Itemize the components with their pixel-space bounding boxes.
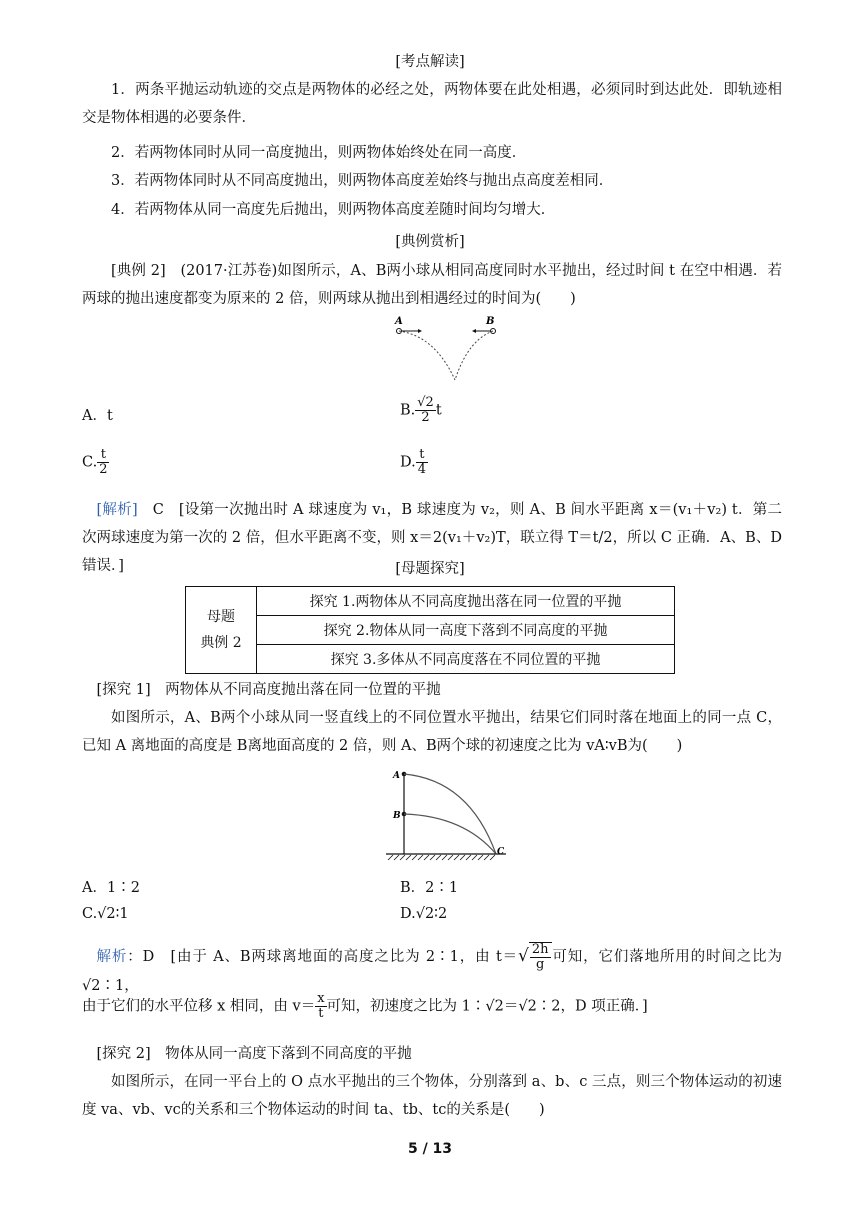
option-d-prefix: D. bbox=[400, 454, 416, 471]
figure-two-balls-meeting bbox=[390, 314, 505, 386]
option-b bbox=[400, 396, 442, 425]
example-2-question bbox=[82, 257, 782, 313]
figure2-label-a: A bbox=[393, 771, 400, 781]
option-d-fraction bbox=[416, 448, 428, 477]
table-head-line1: 母题 bbox=[207, 609, 235, 625]
explore-1-title bbox=[82, 676, 782, 704]
table-head-line2: 典例 2 bbox=[200, 635, 242, 651]
fraction1-denominator: g bbox=[536, 957, 545, 972]
point-4: 4．若两物体从同一高度先后抛出，则两物体高度差随时间均匀增大． bbox=[111, 202, 556, 218]
option-c bbox=[82, 448, 109, 477]
option-c-denominator: 2 bbox=[99, 462, 108, 477]
table-row-2: 探究 2.物体从同一高度下落到不同高度的平抛 bbox=[257, 616, 675, 645]
explore-1-analysis-fraction2 bbox=[315, 992, 326, 1021]
point-2: 2．若两物体同时从同一高度抛出，则两物体始终处在同一高度． bbox=[111, 145, 527, 161]
option-c-fraction bbox=[97, 448, 109, 477]
fraction2-denominator: t bbox=[318, 1006, 324, 1021]
point-3: 3．若两物体同时从不同高度抛出，则两物体高度差始终与抛出点高度差相同． bbox=[111, 173, 614, 189]
option-d bbox=[400, 448, 428, 477]
explore-1-option-d: D.√2∶2 bbox=[400, 906, 448, 922]
fraction1-numerator: 2h bbox=[531, 942, 549, 957]
analysis-tag: [解析] bbox=[96, 502, 138, 518]
ground-hatching bbox=[388, 855, 495, 860]
option-b-denominator: 2 bbox=[421, 410, 430, 425]
table-head-cell bbox=[186, 587, 257, 674]
page-number: 5 / 13 bbox=[407, 1141, 453, 1157]
explore-1-analysis-line2 bbox=[82, 992, 782, 1021]
explore-1-question: 如图所示，A、B两个小球从同一竖直线上的不同位置水平抛出，结果它们同时落在地面上的同一点 C，已知 A 离地面的高度是 B离地面高度的 2 倍，则 A、B两个球的初速度之比为 vA∶vB为( ) bbox=[82, 710, 782, 754]
trajectory-b bbox=[404, 814, 496, 854]
explore-1-analysis-part2: 可知，它们落地所用的时间之比为√2∶1， bbox=[82, 949, 783, 994]
sqrt-sign: √ bbox=[518, 946, 529, 966]
option-b-fraction bbox=[415, 396, 436, 425]
topic-table bbox=[185, 586, 675, 674]
explore-1-analysis-tag: 解析 bbox=[96, 949, 128, 965]
trajectory-b bbox=[455, 331, 493, 380]
explore-1-option-b: B．2∶1 bbox=[400, 880, 459, 896]
option-a: A．t bbox=[82, 408, 113, 424]
explore-1-analysis-part4: 可知，初速度之比为 1∶√2＝√2∶2，D 项正确．] bbox=[326, 998, 648, 1015]
analysis-text: C [设第一次抛出时 A 球速度为 v₁，B 球速度为 v₂，则 A、B 间水平距离 x＝(v₁＋v₂) t．第二次两球速度为第一次的 2 倍，但水平距离不变，则 x＝2(v₁＋v₂)T，联立得 T＝t/2，所以 C 正确．A、B、D 错误．] bbox=[82, 502, 782, 574]
option-b-numerator: √2 bbox=[417, 395, 434, 410]
explore-1-analysis-fraction1 bbox=[529, 942, 552, 972]
explore-1-analysis-part1: ：D [由于 A、B两球离地面的高度之比为 2∶1，由 t＝ bbox=[127, 949, 519, 965]
section-heading-mutitanjiu: [母题探究] bbox=[395, 561, 465, 577]
example-2-text: (2017·江苏卷)如图所示，A、B两小球从相同高度同时水平抛出，经过时间 t 在空中相遇．若两球的抛出速度都变为原来的 2 倍，则两球从抛出到相遇经过的时间为( ) bbox=[82, 263, 783, 307]
option-c-prefix: C. bbox=[82, 454, 98, 471]
point-1: 1．两条平抛运动轨迹的交点是两物体的必经之处，两物体要在此处相遇，必须同时到达此处．即轨迹相交是物体相遇的必要条件． bbox=[82, 82, 782, 126]
figure-two-heights-same-landing bbox=[384, 764, 514, 862]
section-heading-kaodian: [考点解读] bbox=[395, 54, 465, 70]
option-c-numerator: t bbox=[97, 448, 109, 463]
trajectory-a bbox=[404, 774, 496, 854]
explore-1-option-a: A．1∶2 bbox=[82, 880, 140, 896]
explore-2-title-text: [探究 2] 物体从同一高度下落到不同高度的平抛 bbox=[96, 1046, 412, 1062]
figure2-label-b: B bbox=[393, 811, 401, 821]
explore-1-analysis-part3: 由于它们的水平位移 x 相同，由 v＝ bbox=[82, 998, 316, 1015]
explore-1-option-c: C.√2∶1 bbox=[82, 906, 129, 922]
option-b-prefix: B. bbox=[400, 402, 416, 419]
section-heading-dianli: [典例赏析] bbox=[395, 234, 465, 250]
explore-2-question: 如图所示，在同一平台上的 O 点水平抛出的三个物体，分别落到 a、b、c 三点，则三个物体运动的初速度 va、vb、vc的关系和三个物体运动的时间 ta、tb、tc的关系是( ) bbox=[82, 1074, 782, 1118]
option-d-numerator: t bbox=[416, 448, 428, 463]
figure1-label-a: A bbox=[395, 316, 403, 327]
figure2-label-c: C bbox=[497, 847, 505, 857]
fraction2-numerator: x bbox=[317, 991, 325, 1006]
figure1-label-b: B bbox=[486, 316, 495, 327]
explore-1-title-text: [探究 1] 两物体从不同高度抛出落在同一位置的平抛 bbox=[96, 682, 441, 698]
explore-2-title bbox=[82, 1040, 782, 1068]
option-b-suffix: t bbox=[435, 402, 442, 419]
trajectory-a bbox=[399, 331, 455, 380]
table-row-1: 探究 1.两物体从不同高度抛出落在同一位置的平抛 bbox=[257, 587, 675, 616]
example-2-tag: [典例 2] bbox=[111, 263, 166, 279]
option-d-denominator: 4 bbox=[417, 462, 426, 477]
table-row-3: 探究 3.多体从不同高度落在不同位置的平抛 bbox=[257, 645, 675, 674]
